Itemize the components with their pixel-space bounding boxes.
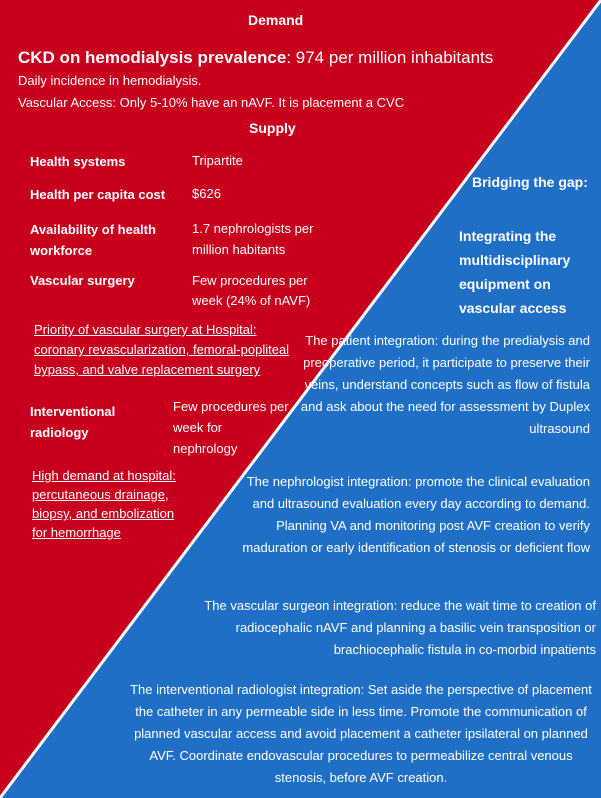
incidence-text: Daily incidence in hemodialysis. (18, 73, 202, 88)
prevalence-line (18, 47, 493, 68)
supply-row-label: Availability of health workforce (30, 222, 156, 258)
vascular-access-text: Vascular Access: Only 5-10% have an nAVF. It is placement a CVC (18, 95, 405, 110)
supply-row-value: Few procedures per week (24% of nAVF) (192, 273, 311, 308)
supply-row-label: Vascular surgery (30, 273, 135, 288)
bridge-heading: Bridging the gap: (472, 174, 588, 190)
prevalence-label: CKD on hemodialysis prevalence (18, 48, 287, 67)
bridge-subheading: Integrating the multidisciplinary equipment on vascular access (459, 228, 571, 316)
surgery-priority-text: Priority of vascular surgery at Hospital: coronary revascularization, femoral-popliteal bypass, and valve replacement surgery (34, 322, 290, 377)
radiologist-integration-text: The interventional radiologist integration: Set aside the perspective of placement the catheter in any permeable side in less time. Promote the communication of planned vascular access and avoid placement a catheter ipsilateral on planned AVF. Coordinate endovascular procedures to permeabilize central venous stenosis, before AVF creation. (130, 682, 592, 785)
supply-row-value: Tripartite (192, 153, 243, 168)
supply-heading: Supply (249, 120, 296, 136)
surgeon-integration-text: The vascular surgeon integration: reduce the wait time to creation of radiocephalic nAVF and planning a basilic vein transposition or brachiocephalic fistula in co-morbid inpatients (204, 598, 596, 657)
supply-row-label: Health per capita cost (30, 187, 166, 202)
nephrologist-integration-text: The nephrologist integration: promote the clinical evaluation and ultrasound evaluation every day according to demand. Planning VA and monitoring post AVF creation to verify maduration or early identification of stenosis or deficient flow (242, 474, 590, 555)
ir-label: Interventional radiology (30, 404, 116, 440)
supply-row-value: $626 (192, 186, 221, 201)
demand-heading: Demand (248, 12, 304, 28)
supply-row-label: Health systems (30, 154, 126, 169)
ir-demand-text: High demand at hospital: percutaneous drainage, biopsy, and embolization for hemorrhage (32, 468, 176, 540)
patient-integration-text: The patient integration: during the predialysis and preoperative period, it participate to preserve their veins, understand concepts such as flow of fistula and ask about the need for assessment by Duplex ultrasound (300, 333, 590, 436)
ir-value: Few procedures per week for nephrology (173, 399, 289, 456)
prevalence-value: : 974 per million inhabitants (286, 48, 494, 67)
supply-row-value: 1.7 nephrologists per million habitants (192, 221, 314, 257)
